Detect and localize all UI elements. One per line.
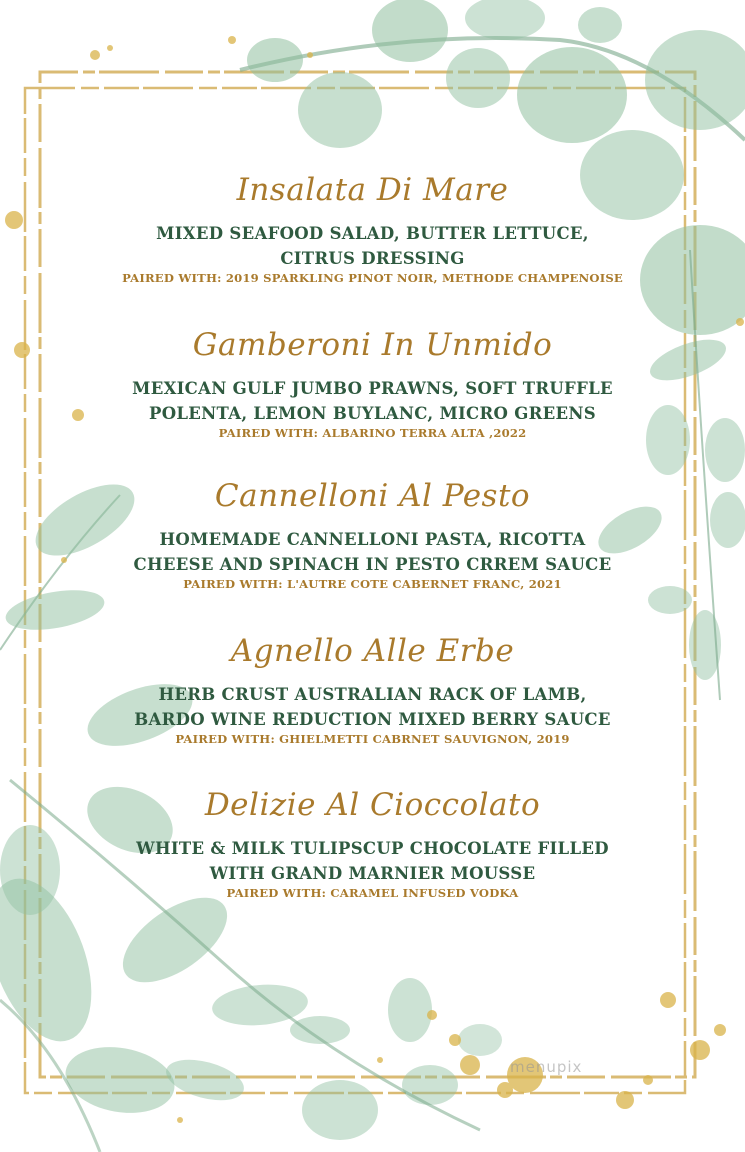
wine-pairing: PAIRED WITH: 2019 SPARKLING PINOT NOIR, METHODE CHAMPENOISE [122,271,623,285]
course-description-line-1: MIXED SEAFOOD SALAD, BUTTER LETTUCE, [156,224,589,243]
course-description-line-2: POLENTA, LEMON BUYLANC, MICRO GREENS [149,404,596,423]
course-description-line-2: CITRUS DRESSING [280,249,465,268]
watermark: menupix [510,1058,583,1076]
course-5 [70,787,675,901]
wine-pairing: PAIRED WITH: L'AUTRE COTE CABERNET FRANC, 2021 [183,577,562,591]
course-title: Insalata Di Mare [236,172,509,208]
course-title: Delizie Al Cioccolato [204,787,541,823]
menu-content [70,0,675,1152]
course-1 [70,172,675,286]
course-description-line-2: CHEESE AND SPINACH IN PESTO CRREM SAUCE [133,555,612,574]
course-title: Gamberoni In Unmido [192,327,553,363]
course-description-line-1: HERB CRUST AUSTRALIAN RACK OF LAMB, [158,685,587,704]
course-description-line-1: WHITE & MILK TULIPSCUP CHOCOLATE FILLED [136,839,609,858]
course-title: Cannelloni Al Pesto [214,478,531,514]
course-description-line-2: WITH GRAND MARNIER MOUSSE [209,864,536,883]
course-4 [70,633,675,747]
course-description-line-1: MEXICAN GULF JUMBO PRAWNS, SOFT TRUFFLE [132,379,613,398]
course-description-line-1: HOMEMADE CANNELLONI PASTA, RICOTTA [159,530,586,549]
course-description-line-2: BARDO WINE REDUCTION MIXED BERRY SAUCE [134,710,611,729]
wine-pairing: PAIRED WITH: GHIELMETTI CABRNET SAUVIGNON, 2019 [175,732,570,746]
course-2 [70,327,675,441]
course-3 [70,478,675,592]
wine-pairing: PAIRED WITH: ALBARINO TERRA ALTA ,2022 [218,426,527,440]
course-title: Agnello Alle Erbe [230,633,515,669]
wine-pairing: PAIRED WITH: CARAMEL INFUSED VODKA [226,886,519,900]
